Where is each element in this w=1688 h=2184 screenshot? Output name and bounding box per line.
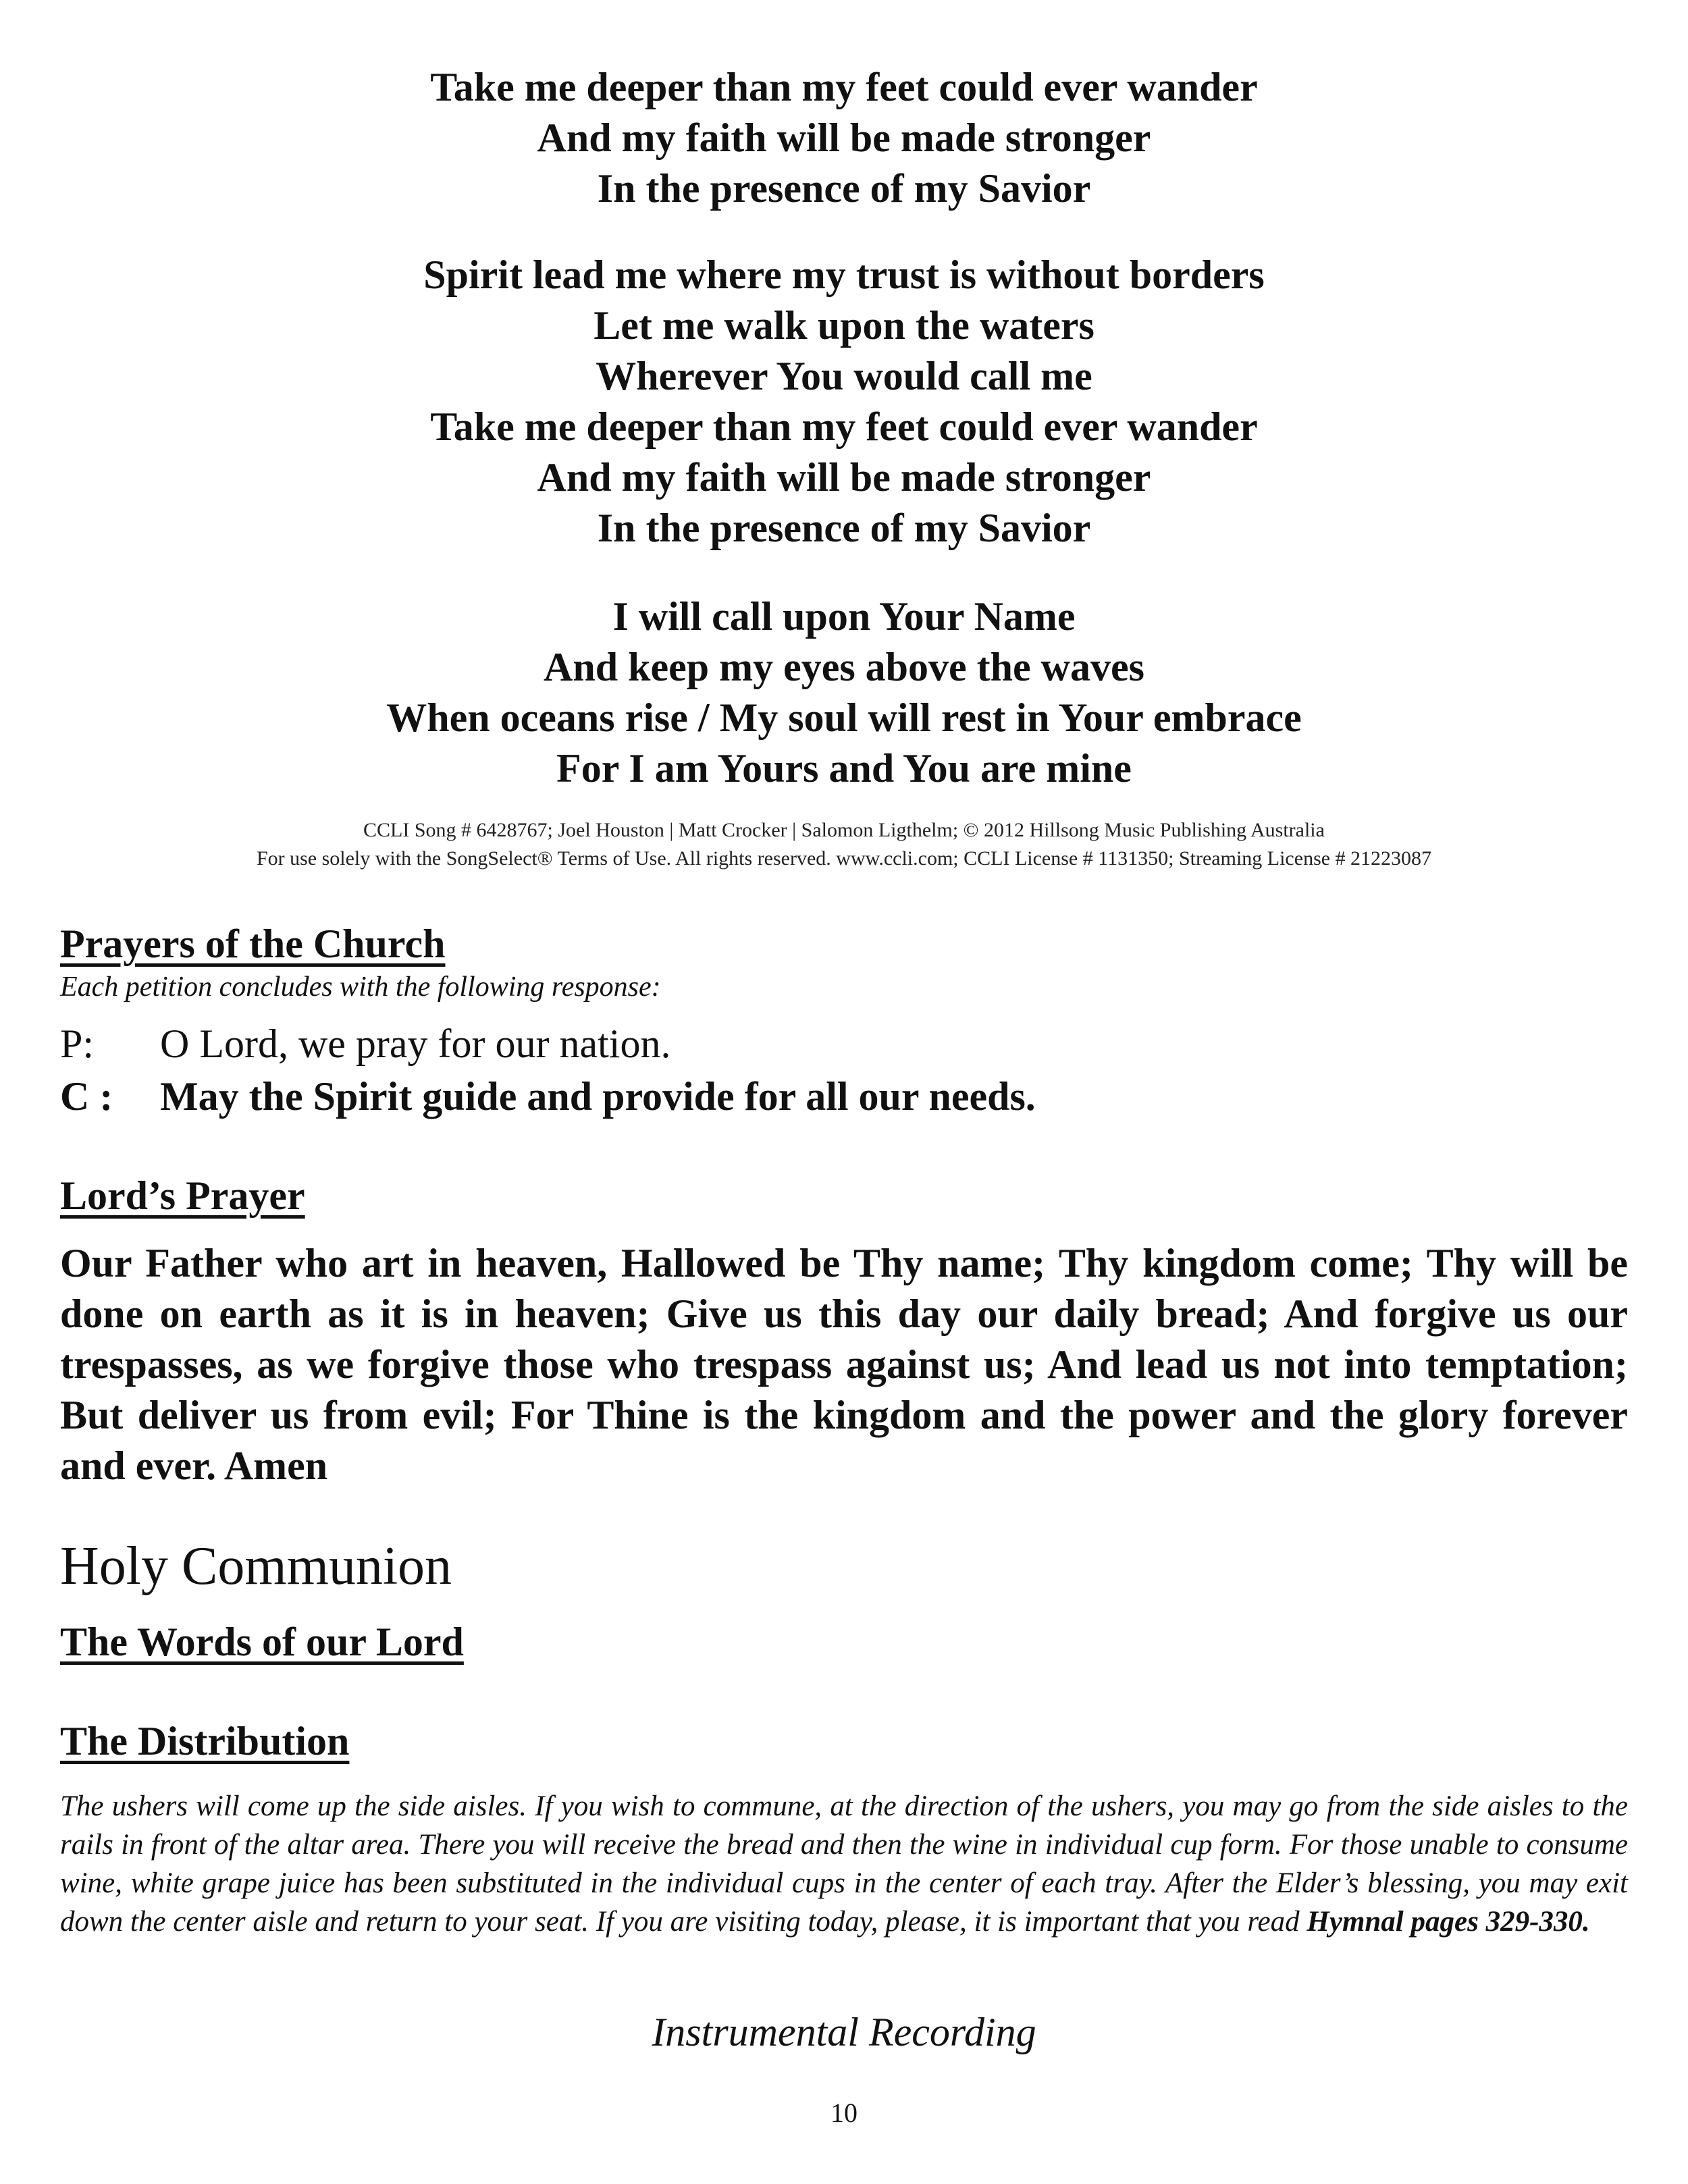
lyric-line: Take me deeper than my feet could ever wander bbox=[430, 404, 1258, 449]
lyrics-stanza-2 bbox=[0, 250, 1688, 554]
lyrics-stanza-1 bbox=[0, 62, 1688, 214]
communion-title: Holy Communion bbox=[60, 1537, 452, 1596]
lyric-line: In the presence of my Savior bbox=[597, 506, 1091, 550]
lyric-line: Spirit lead me where my trust is without borders bbox=[423, 252, 1265, 297]
lords-prayer-heading: Lord’s Prayer bbox=[60, 1173, 305, 1218]
lyric-line: In the presence of my Savior bbox=[597, 166, 1091, 211]
words-of-our-lord-heading: The Words of our Lord bbox=[60, 1620, 464, 1664]
lyric-line: I will call upon Your Name bbox=[612, 594, 1076, 639]
lords-prayer-text: Our Father who art in heaven, Hallowed be Thy name; Thy kingdom come; Thy will be done on earth as it is in heaven; Give us this day our daily bread; And forgive us our trespasses, as we forgive those who trespass against us; And lead us not into temptation; But deliver us from evil; For Thine is the kingdom and the power and the glory forever and ever. Amen bbox=[60, 1241, 1628, 1488]
ccli-copyright bbox=[0, 816, 1688, 873]
pastor-label: P: bbox=[60, 1021, 95, 1066]
pastor-response bbox=[60, 1021, 670, 1067]
lyric-line: And keep my eyes above the waves bbox=[544, 645, 1144, 689]
lyrics-stanza-3 bbox=[0, 591, 1688, 794]
distribution-text bbox=[60, 1787, 1628, 1941]
pastor-text: O Lord, we pray for our nation. bbox=[160, 1021, 671, 1066]
lyric-line: And my faith will be made stronger bbox=[537, 115, 1151, 160]
lyric-line: Take me deeper than my feet could ever wander bbox=[430, 65, 1258, 109]
lyric-line: When oceans rise / My soul will rest in Your embrace bbox=[386, 695, 1302, 740]
page-number: 10 bbox=[830, 2098, 858, 2128]
prayers-note: Each petition concludes with the following response: bbox=[60, 971, 661, 1003]
ccli-line-2: For use solely with the SongSelect® Terms of Use. All rights reserved. www.ccli.com; CCLI License # 1131350; Streaming License # 21223087 bbox=[256, 847, 1432, 870]
ccli-line-1: CCLI Song # 6428767; Joel Houston | Matt Crocker | Salomon Ligthelm; © 2012 Hillsong Music Publishing Australia bbox=[363, 819, 1325, 841]
distribution-heading: The Distribution bbox=[60, 1719, 350, 1763]
congregation-text: May the Spirit guide and provide for all our needs. bbox=[160, 1074, 1036, 1119]
congregation-label: C : bbox=[60, 1074, 113, 1119]
instrumental-recording: Instrumental Recording bbox=[652, 2010, 1036, 2054]
congregation-response bbox=[60, 1073, 1036, 1120]
lyric-line: For I am Yours and You are mine bbox=[556, 746, 1132, 791]
hymnal-reference: Hymnal pages 329-330. bbox=[1307, 1906, 1590, 1938]
distribution-body: The ushers will come up the side aisles. If you wish to commune, at the direction of the ushers, you may go from the side aisles to the rails in front of the altar area. There you will receive the bread and then the wine in individual cup form. For those unable to consume wine, white grape juice has been substituted in the individual cups in the center of each tray. After the Elder’s blessing, you may exit down the center aisle and return to your seat. If you are visiting today, please, it is important that you read bbox=[60, 1790, 1628, 1938]
lyric-line: And my faith will be made stronger bbox=[537, 455, 1151, 500]
prayers-heading: Prayers of the Church bbox=[60, 922, 446, 966]
lyric-line: Let me walk upon the waters bbox=[594, 303, 1094, 348]
lyric-line: Wherever You would call me bbox=[596, 354, 1092, 398]
